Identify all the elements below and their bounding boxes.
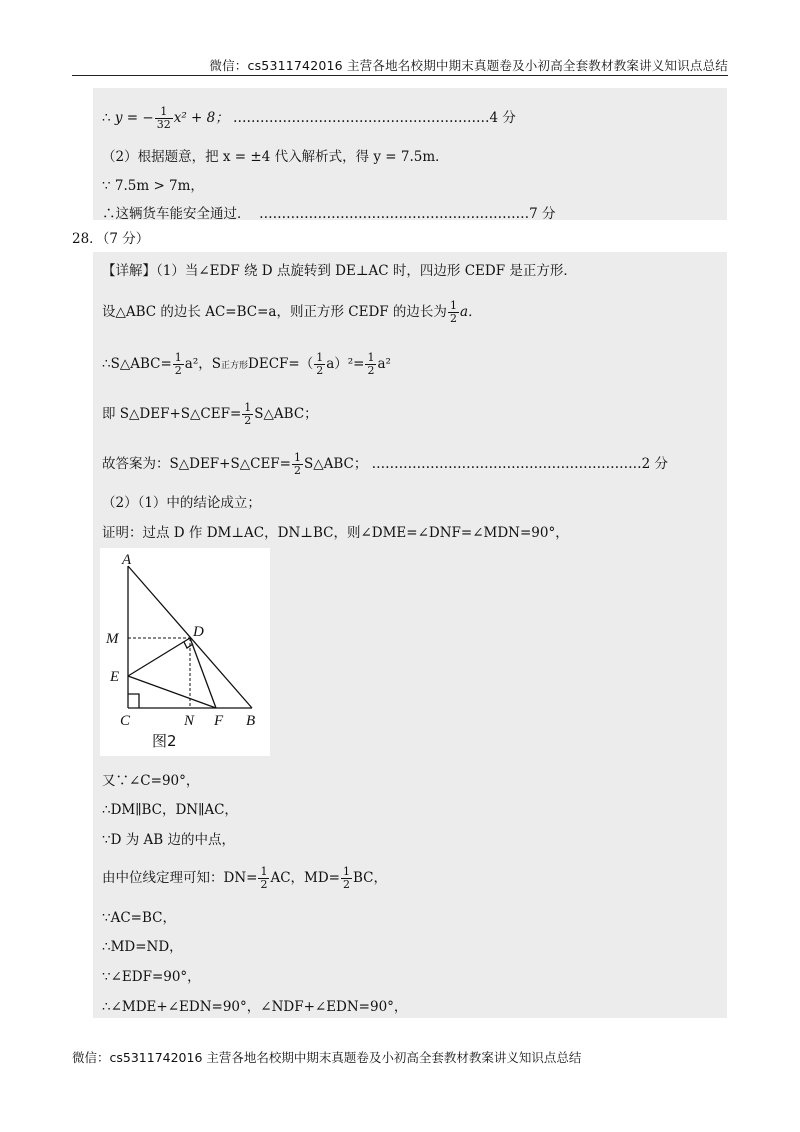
part1-line-2: （2）根据题意，把 x = ±4 代入解析式，得 y = 7.5m． <box>102 149 449 165</box>
sol-line-11: 由中位线定理可知：DN= $\frac{1}{2}$ AC，MD= $\frac{1}{2}$ BC， <box>102 865 388 891</box>
sol-line-12: ∵AC=BC， <box>102 910 176 926</box>
label-b: B <box>246 713 256 729</box>
part1-line-1: ∴ y = − $\frac{1}{32}$ x² + 8； …………………………………………………4 分 <box>102 105 516 131</box>
segment-df <box>190 638 216 708</box>
segment-ed <box>128 638 190 676</box>
part1-line-4: ∴这辆货车能安全通过． ……………………………………………………7 分 <box>102 206 556 222</box>
sol-line-10: ∵D 为 AB 边的中点， <box>102 832 235 848</box>
label-a: A <box>122 552 132 568</box>
header-rule <box>72 75 728 76</box>
fraction: $\frac{1}{32}$ <box>156 105 171 131</box>
sol-line-2: 设△ABC 的边长 AC=BC=a，则正方形 CEDF 的边长为 $\frac{1}{2}$ a． <box>102 299 482 325</box>
sol-line-8: 又∵∠C=90°， <box>102 773 200 789</box>
question-28-heading: 28．（7 分） <box>72 231 150 247</box>
label-d: D <box>193 624 204 640</box>
figure-caption: 图2 <box>152 732 177 750</box>
figure-svg <box>100 548 270 756</box>
sol-line-3: ∴S△ABC= $\frac{1}{2}$ a²，S正方形DECF=（ $\frac{1}{2}$ a）²= $\frac{1}{2}$ a² <box>102 351 391 377</box>
label-n: N <box>184 713 195 729</box>
sol-line-13: ∴MD=ND， <box>102 939 183 955</box>
sol-line-14: ∵∠EDF=90°， <box>102 969 201 985</box>
segment-ab <box>128 566 252 708</box>
segment-ef <box>128 676 216 708</box>
sol-line-9: ∴DM∥BC，DN∥AC， <box>102 802 238 818</box>
label-f: F <box>214 713 224 729</box>
page-footer: 微信：cs5311742016 主营各地名校期中期末真题卷及小初高全套教材教案讲义知识点总结 <box>72 1050 582 1065</box>
sol-line-5: 故答案为：S△DEF+S△CEF= $\frac{1}{2}$ S△ABC； ……………………………………………………2 分 <box>102 451 669 477</box>
label-e: E <box>110 669 120 685</box>
label-c: C <box>120 713 131 729</box>
label-m: M <box>106 631 119 647</box>
sol-line-7: 证明：过点 D 作 DM⊥AC，DN⊥BC，则∠DME=∠DNF=∠MDN=90°， <box>102 525 569 541</box>
sol-line-1: 【详解】（1）当∠EDF 绕 D 点旋转到 DE⊥AC 时，四边形 CEDF 是正方形． <box>102 263 577 279</box>
sol-line-6: （2）（1）中的结论成立； <box>102 495 261 511</box>
part1-line-3: ∵ 7.5m > 7m， <box>102 178 204 194</box>
geometry-figure <box>100 548 270 756</box>
sol-line-15: ∴∠MDE+∠EDN=90°，∠NDF+∠EDN=90°， <box>102 999 408 1015</box>
page-header: 微信：cs5311742016 主营各地名校期中期末真题卷及小初高全套教材教案讲义知识点总结 <box>209 58 728 73</box>
sol-line-4: 即 S△DEF+S△CEF= $\frac{1}{2}$ S△ABC； <box>102 401 318 427</box>
right-angle-c <box>128 694 139 708</box>
